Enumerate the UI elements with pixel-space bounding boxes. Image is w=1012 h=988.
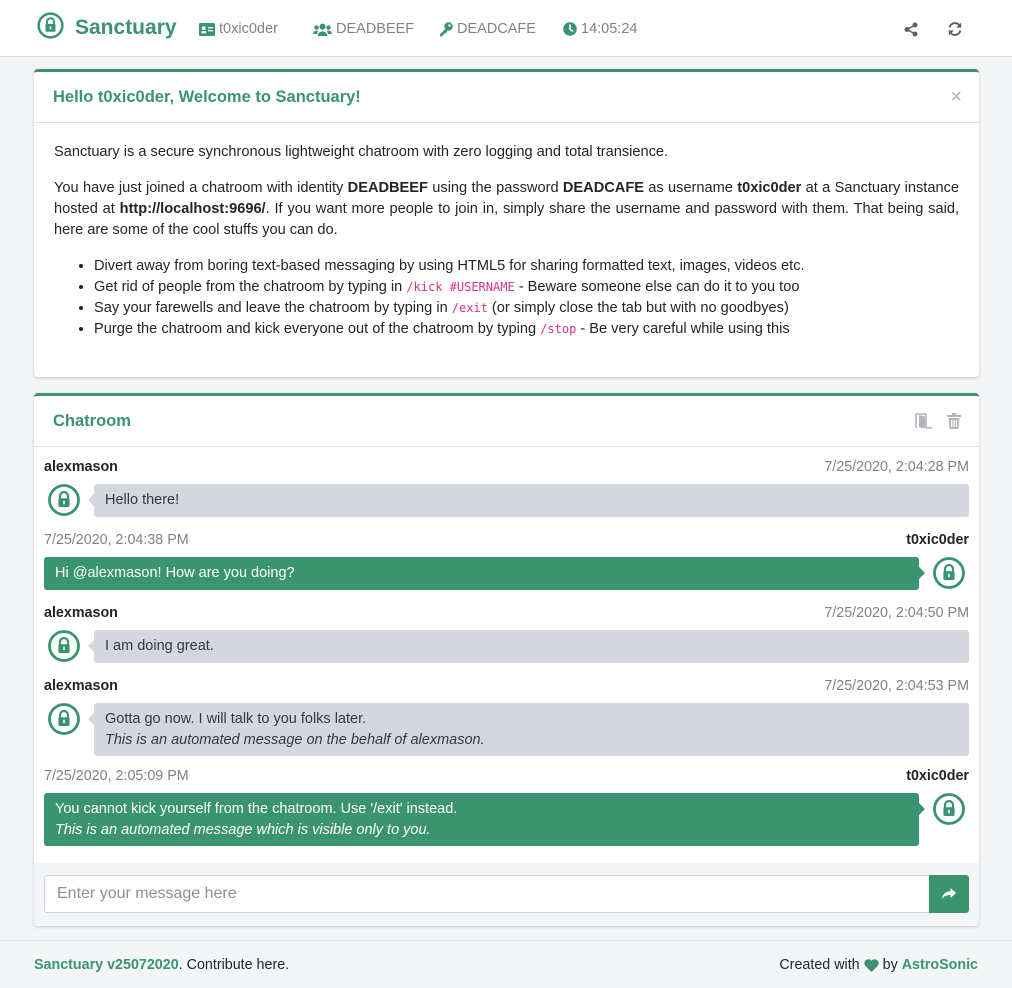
message-text: Gotta go now. I will talk to you folks later. [105, 711, 367, 727]
sender-name: t0xic0der [906, 532, 969, 548]
welcome-header [34, 72, 979, 123]
message-time: 7/25/2020, 2:05:09 PM [44, 768, 189, 784]
sender-name: alexmason [44, 605, 118, 621]
leave-button[interactable] [915, 413, 933, 433]
share-arrow-icon [942, 888, 956, 900]
lock-icon [48, 484, 80, 516]
nav-clock [563, 19, 637, 39]
identity-value: DEADBEEF [347, 180, 428, 196]
chatroom-title: Chatroom [53, 412, 131, 430]
list-item: • Get rid of people from the chatroom by typing in /kick #USERNAME - Beware someone else can do it to you too [94, 277, 959, 298]
nav-clock-text: 14:05:24 [581, 21, 638, 37]
message-meta [44, 768, 969, 786]
door-exit-icon [915, 413, 933, 429]
message-bubble [44, 557, 919, 590]
exit-command: /exit [451, 301, 488, 315]
brand-name[interactable]: Sanctuary [75, 16, 177, 39]
footer-left [34, 957, 289, 973]
list-item: • Purge the chatroom and kick everyone out of the chatroom by typing /stop - Be very careful while using this [94, 319, 959, 340]
message-meta [44, 532, 969, 550]
message-bubble [44, 793, 919, 846]
lock-icon [933, 793, 965, 825]
chatroom-header [34, 396, 979, 447]
message-input[interactable] [44, 875, 930, 913]
lock-icon [48, 630, 80, 662]
message-text: Hi @alexmason! How are you doing? [55, 565, 295, 581]
message-time: 7/25/2020, 2:04:28 PM [824, 459, 969, 475]
key-icon [439, 22, 453, 37]
welcome-details: You have just joined a chatroom with identity DEADBEEF using the password DEADCAFE as username t0xic0der at a Sanctuary instance hosted at http://localhost:9696/. If you want more people to join in, simply share the username and password with them. That being said, here are some of the cool stuffs you can do. [54, 180, 960, 238]
sender-name: t0xic0der [906, 768, 969, 784]
password-value: DEADCAFE [562, 180, 644, 196]
message-text: You cannot kick yourself from the chatroom. Use '/exit' instead. [55, 801, 458, 817]
message-time: 7/25/2020, 2:04:50 PM [824, 605, 969, 621]
share-button[interactable] [901, 19, 921, 39]
trash-icon [947, 413, 961, 429]
welcome-intro: Sanctuary is a secure synchronous lightweight chatroom with zero logging and total transience. [54, 144, 669, 160]
heart-icon [864, 959, 879, 972]
kick-command: /kick #USERNAME [406, 280, 515, 294]
send-button[interactable] [929, 875, 969, 913]
contribute-link[interactable]: . Contribute here. [178, 957, 290, 973]
message-text: I am doing great. [105, 638, 214, 654]
nav-password-text: DEADCAFE [457, 21, 536, 37]
message-meta [44, 605, 969, 623]
author-link[interactable]: AstroSonic [901, 957, 978, 973]
message-composer [34, 863, 979, 926]
id-card-icon [199, 23, 215, 36]
created-with-text: Created with [779, 957, 860, 973]
nav-identity-text: DEADBEEF [336, 21, 415, 37]
nav-username [199, 19, 278, 39]
nav-password [439, 19, 536, 39]
welcome-card [34, 69, 979, 377]
users-icon [313, 23, 332, 36]
nav-username-text: t0xic0der [219, 21, 278, 37]
close-icon[interactable]: × [950, 86, 962, 108]
sender-name: alexmason [44, 678, 118, 694]
chatroom-tools [915, 413, 961, 433]
sender-name: alexmason [44, 459, 118, 475]
message-time: 7/25/2020, 2:04:38 PM [44, 532, 189, 548]
purge-button[interactable] [947, 413, 961, 433]
refresh-icon [947, 21, 963, 37]
footer [0, 940, 1012, 988]
tips-list [94, 256, 959, 340]
message-time: 7/25/2020, 2:04:53 PM [824, 678, 969, 694]
list-item: • Say your farewells and leave the chatroom by typing in /exit (or simply close the tab but with no goodbyes) [94, 298, 959, 319]
username-value: t0xic0der [737, 180, 802, 196]
list-item: • Divert away from boring text-based messaging by using HTML5 for sharing formatted text, images, videos etc. [94, 256, 959, 277]
stop-command: /stop [540, 322, 577, 336]
message-note: This is an automated message which is visible only to you. [55, 822, 431, 838]
top-navbar [0, 0, 1012, 57]
message-meta [44, 678, 969, 696]
welcome-title: Hello t0xic0der, Welcome to Sanctuary! [53, 88, 361, 106]
message-bubble [94, 703, 969, 756]
version-link[interactable]: Sanctuary v25072020 [34, 957, 179, 973]
welcome-body [34, 123, 979, 340]
lock-icon [48, 703, 80, 735]
message-meta [44, 459, 969, 477]
message-note: This is an automated message on the behalf of alexmason. [105, 732, 485, 748]
chatroom-card [34, 393, 979, 926]
refresh-button[interactable] [945, 19, 965, 39]
host-url: http://localhost:9696/ [119, 201, 266, 217]
lock-icon [933, 557, 965, 589]
clock-icon [563, 22, 577, 36]
message-bubble [94, 630, 969, 663]
footer-right [779, 957, 978, 973]
by-text: by [882, 957, 898, 973]
nav-identity [313, 19, 414, 39]
message-text: Hello there! [105, 492, 180, 508]
lock-icon [37, 12, 64, 39]
share-icon [904, 22, 918, 37]
message-bubble [94, 484, 969, 517]
